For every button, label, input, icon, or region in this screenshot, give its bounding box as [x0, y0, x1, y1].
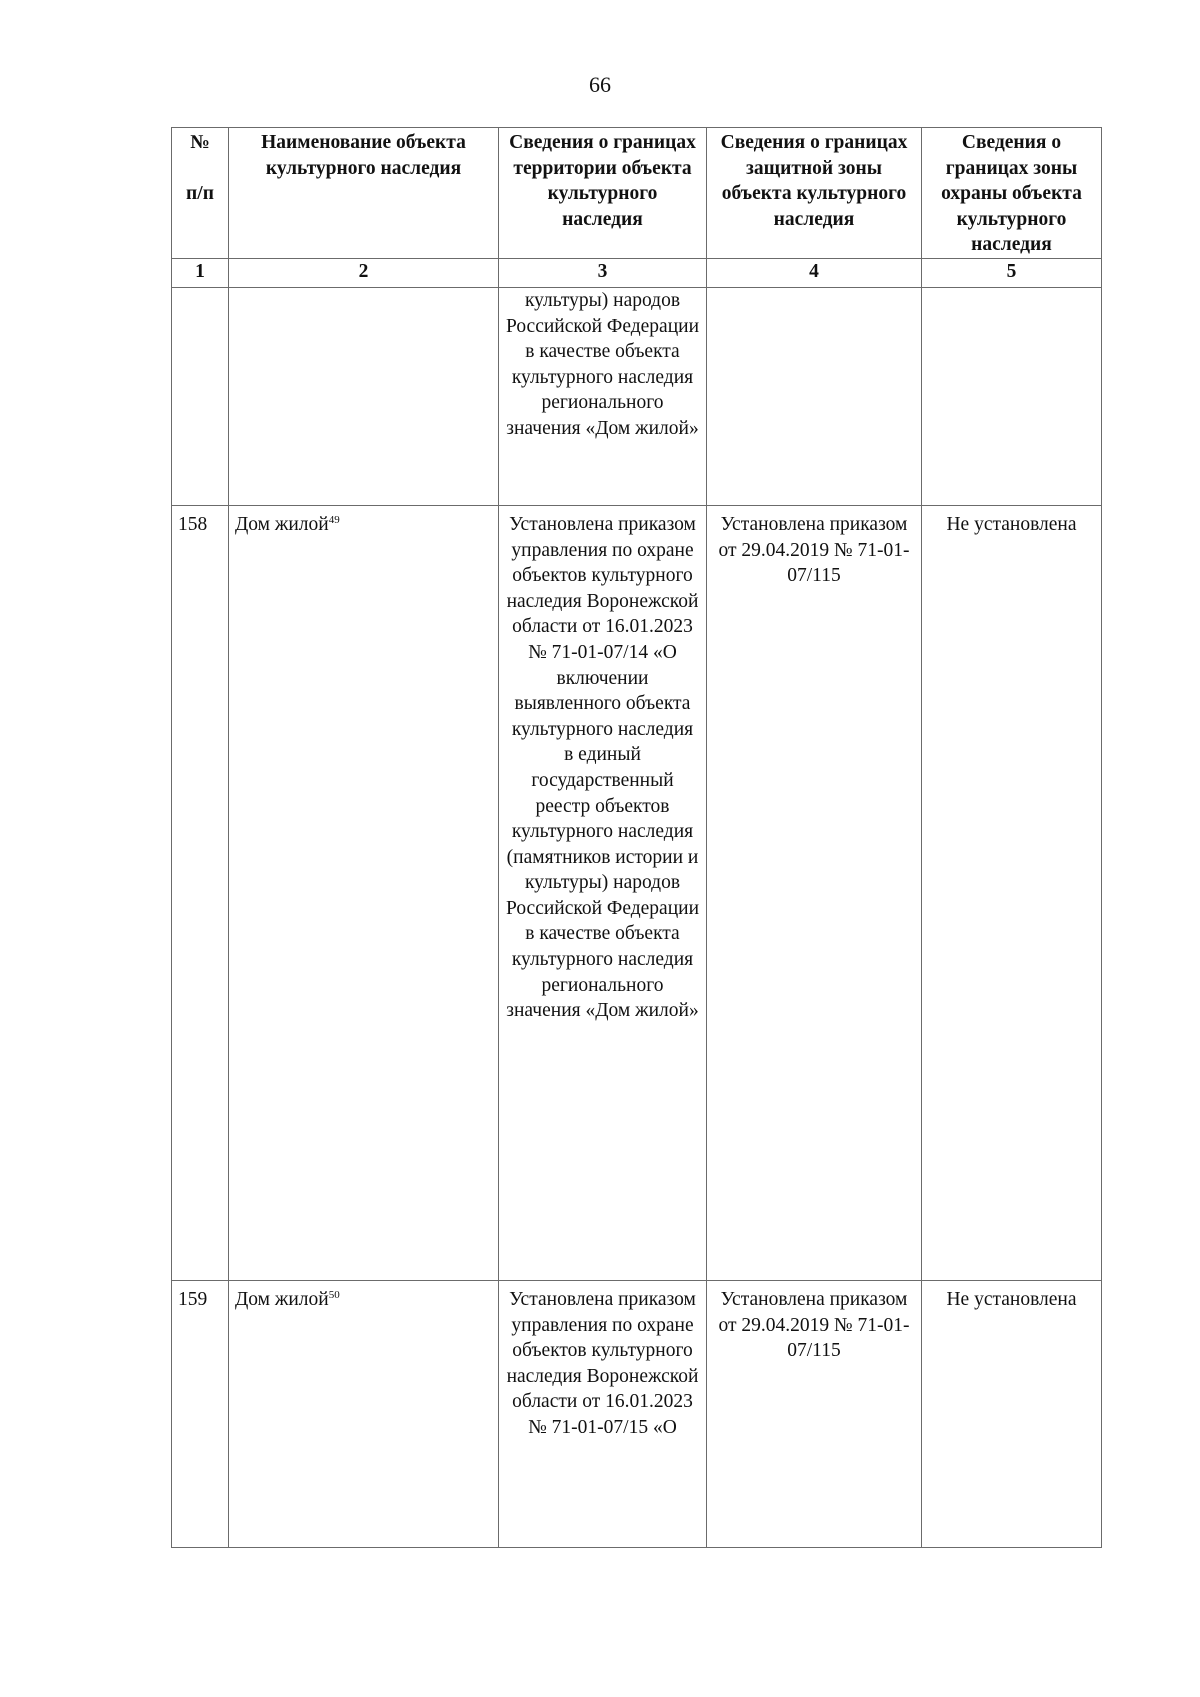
- column-number-3: 3: [499, 258, 707, 287]
- table-header-row: [172, 128, 1102, 259]
- row-protection-zone: [922, 287, 1102, 505]
- column-number-2: 2: [229, 258, 499, 287]
- row-object-name: [229, 287, 499, 505]
- header-number: [172, 128, 229, 259]
- footnote-marker[interactable]: 49: [328, 513, 340, 526]
- row-protective-zone: [707, 287, 922, 505]
- row-territory: культуры) народов Российской Федерации в качестве объекта культурного наследия регионального значения «Дом жилой»: [499, 287, 707, 505]
- page-number: 66: [589, 72, 611, 97]
- header-number-abbrev: п/п: [186, 183, 214, 205]
- row-protective-zone: Установлена приказом от 29.04.2019 № 71-01-07/115: [707, 1280, 922, 1547]
- header-territory-boundaries: Сведения о границах территории объекта культурного наследия: [499, 128, 707, 259]
- heritage-objects-table: [171, 127, 1102, 1548]
- column-number-4: 4: [707, 258, 922, 287]
- column-number-1: 1: [172, 258, 229, 287]
- row-territory: Установлена приказом управления по охране объектов культурного наследия Воронежской области от 16.01.2023 № 71-01-07/14 «О включении выявленного объекта культурного наследия в единый государственный реестр объектов культурного наследия (памятников истории и культуры) народов Российской Федерации в качестве объекта культурного наследия регионального значения «Дом жилой»: [499, 505, 707, 1280]
- row-protection-zone: Не установлена: [922, 505, 1102, 1280]
- table-row: [172, 287, 1102, 505]
- row-protection-zone: Не установлена: [922, 1280, 1102, 1547]
- row-protective-zone: Установлена приказом от 29.04.2019 № 71-01-07/115: [707, 505, 922, 1280]
- row-object-name-cell: [229, 1280, 499, 1547]
- row-territory: Установлена приказом управления по охране объектов культурного наследия Воронежской области от 16.01.2023 № 71-01-07/15 «О: [499, 1280, 707, 1547]
- row-object-name: Дом жилой: [235, 1288, 329, 1310]
- row-number: [172, 287, 229, 505]
- header-object-name: Наименование объекта культурного наследия: [229, 128, 499, 259]
- row-number: 159: [172, 1280, 229, 1547]
- header-protective-zone: Сведения о границах защитной зоны объекта культурного наследия: [707, 128, 922, 259]
- header-protection-zone: Сведения о границах зоны охраны объекта культурного наследия: [922, 128, 1102, 259]
- row-number: 158: [172, 505, 229, 1280]
- header-number-sign: №: [190, 132, 210, 153]
- column-number-5: 5: [922, 258, 1102, 287]
- table-row: [172, 1280, 1102, 1547]
- row-object-name-cell: [229, 505, 499, 1280]
- row-object-name: Дом жилой: [235, 513, 329, 535]
- table-row: [172, 505, 1102, 1280]
- column-number-row: [172, 258, 1102, 287]
- footnote-marker[interactable]: 50: [328, 1288, 340, 1301]
